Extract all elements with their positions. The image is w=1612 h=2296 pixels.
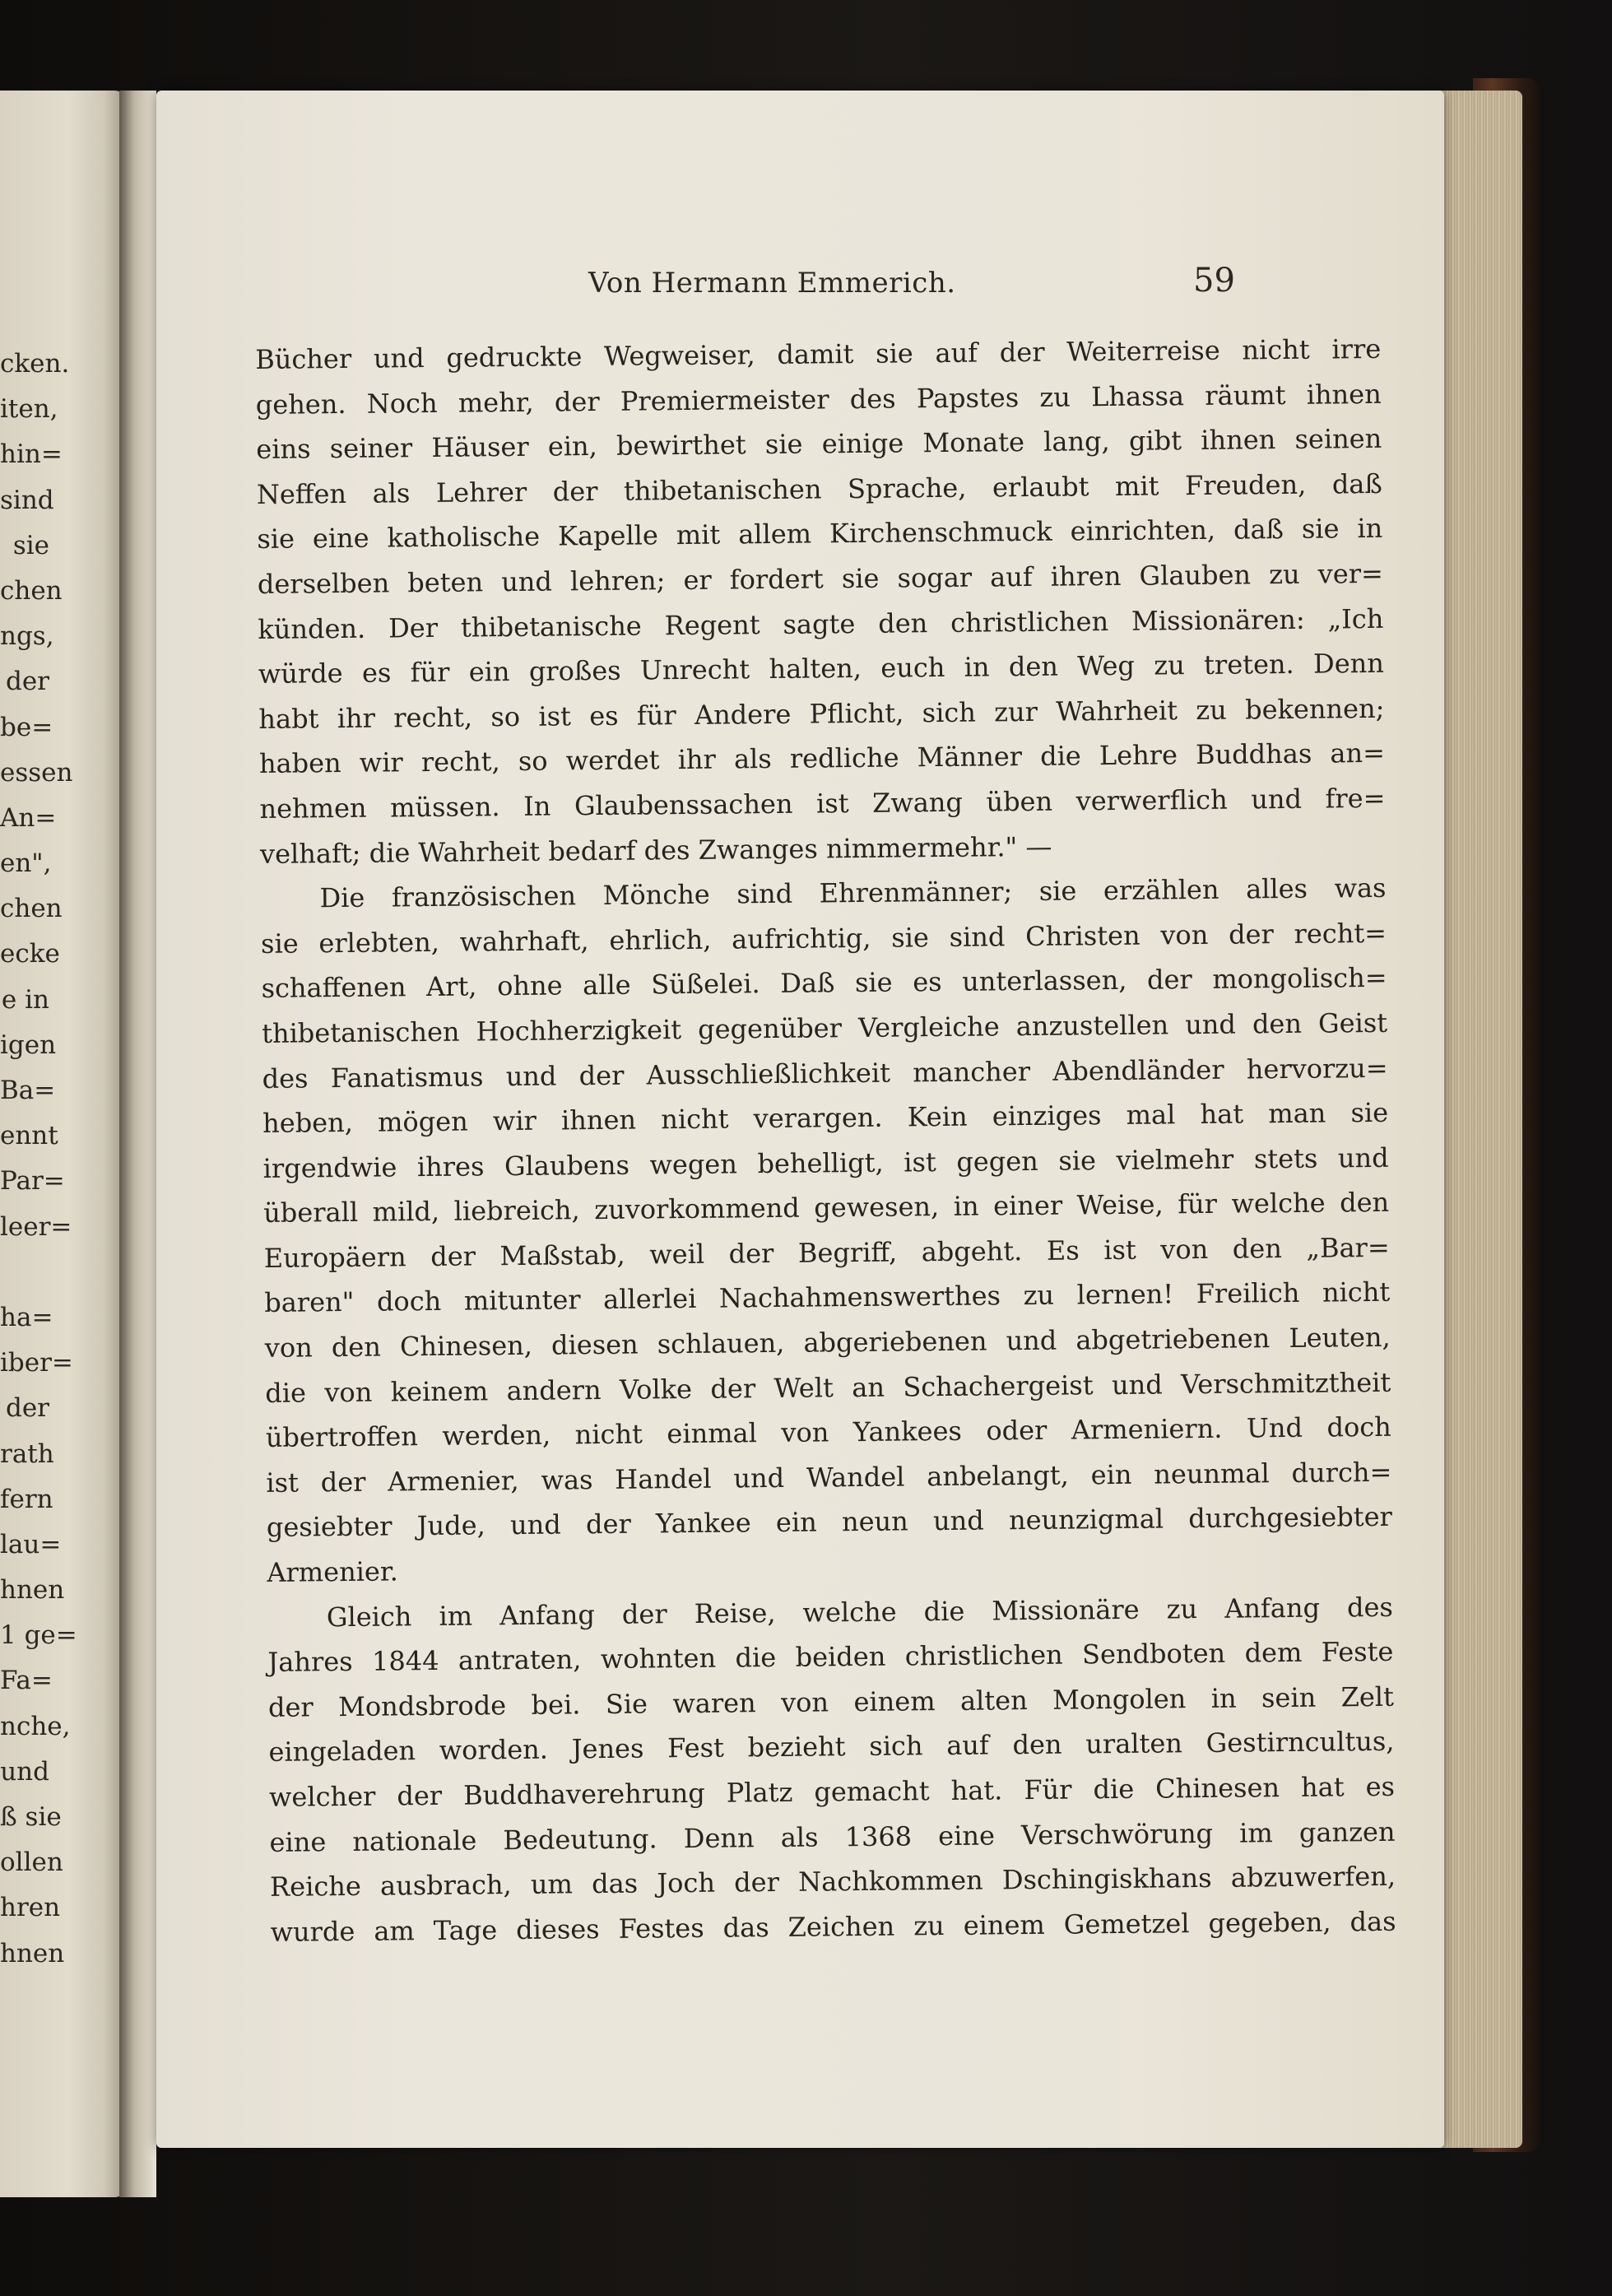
text-line: des Fanatismus und der Ausschließlichkeit mancher Abendländer hervorzu= (262, 1052, 1388, 1095)
fragment-line: sind (0, 485, 54, 515)
text-line: Bücher und gedruckte Wegweiser, damit sie auf der Weiterreise nicht irre (255, 332, 1382, 375)
text-line: irgendwie ihres Glaubens wegen behelligt, ist gegen sie vielmehr stets und (262, 1141, 1389, 1184)
fragment-line: nche, (0, 1711, 71, 1741)
fragment-line: Fa= (0, 1666, 53, 1696)
text-line: baren" doch mitunter allerlei Nachahmenswerthes zu lernen! Freilich nicht (264, 1276, 1391, 1319)
text-line: wurde am Tage dieses Festes das Zeichen zu einem Gemetzel gegeben, das (270, 1905, 1396, 1948)
text-line: eins seiner Häuser ein, bewirthet sie einige Monate lang, gibt ihnen seinen (256, 423, 1382, 466)
text-line: haben wir recht, so werdet ihr als redliche Männer die Lehre Buddhas an= (258, 737, 1386, 780)
text-line: die von keinem andern Volke der Welt an Schachergeist und Verschmitztheit (265, 1366, 1391, 1409)
fragment-line: ha= (0, 1302, 53, 1332)
fragment-line: An= (0, 802, 57, 833)
fragment-line: en", (0, 848, 52, 879)
text-line: von den Chinesen, diesen schlauen, abgeriebenen und abgetriebenen Leuten, (264, 1321, 1391, 1364)
text-line: der Mondsbrode bei. Sie waren von einem alten Mongolen in sein Zelt (267, 1680, 1395, 1723)
text-line: Jahres 1844 antraten, wohnten die beiden christlichen Sendboten dem Feste (267, 1636, 1394, 1679)
text-line: eingeladen worden. Jenes Fest bezieht sich auf den uralten Gestirncultus, (268, 1726, 1395, 1768)
fragment-line: ngs, (0, 621, 54, 652)
fragment-line: 1 ge= (0, 1620, 77, 1651)
fragment-line: der (5, 1393, 49, 1424)
fragment-line: chen (0, 575, 63, 606)
text-line: derselben beten und lehren; er fordert sie sogar auf ihren Glauben zu ver= (257, 557, 1383, 600)
fragment-line: leer= (0, 1211, 72, 1242)
book-gutter (119, 91, 156, 2197)
previous-page (0, 91, 123, 2197)
text-line: velhaft; die Wahrheit bedarf des Zwanges nimmermehr." — (259, 830, 1052, 870)
text-line: habt ihr recht, so ist es für Andere Pflicht, sich zur Wahrheit zu bekennen; (258, 692, 1385, 735)
text-line: Neffen als Lehrer der thibetanischen Sprache, erlaubt mit Freuden, daß (256, 467, 1382, 510)
text-line: künden. Der thibetanische Regent sagte den christlichen Missionären: „Ich (258, 602, 1384, 645)
text-line: Gleich im Anfang der Reise, welche die Missionäre zu Anfang des (326, 1591, 1394, 1633)
fragment-line: e in (1, 984, 49, 1015)
text-line: Europäern der Maßstab, weil der Begriff, abgeht. Es ist von den „Bar= (263, 1231, 1390, 1274)
fragment-line: der (5, 667, 49, 697)
fragment-line: rath (0, 1438, 54, 1469)
page-number: 59 (1193, 262, 1235, 300)
fragment-line: hin= (0, 439, 63, 470)
fragment-line: ennt (0, 1121, 58, 1151)
fragment-line: und (0, 1756, 49, 1787)
fragment-line: iber= (0, 1348, 73, 1378)
fragment-line: hnen (0, 1938, 65, 1968)
fragment-line: hnen (0, 1575, 65, 1606)
text-line: welcher der Buddhaverehrung Platz gemacht hat. Für die Chinesen hat es (268, 1770, 1396, 1813)
text-line: sie erlebten, wahrhaft, ehrlich, aufrichtig, sie sind Christen von der recht= (260, 917, 1387, 960)
page-edges (1432, 91, 1522, 2148)
body-text (255, 327, 1396, 1954)
text-line: gesiebter Jude, und der Yankee ein neun und neunzigmal durchgesiebter (266, 1501, 1393, 1544)
fragment-line: lau= (0, 1529, 62, 1559)
text-line: gehen. Noch mehr, der Premiermeister des Papstes zu Lhassa räumt ihnen (255, 378, 1382, 421)
fragment-line: igen (0, 1029, 57, 1060)
text-line: nehmen müssen. In Glaubenssachen ist Zwang üben verwerflich und fre= (259, 782, 1386, 825)
fragment-line (0, 1250, 49, 1295)
text-line: heben, mögen wir ihnen nicht verargen. Kein einziges mal hat man sie (262, 1096, 1389, 1140)
previous-page-text (0, 342, 77, 1977)
text-line: thibetanischen Hochherzigkeit gegenüber Vergleiche anzustellen und den Geist (261, 1006, 1388, 1049)
fragment-line: chen (0, 894, 63, 924)
fragment-line: ollen (0, 1847, 63, 1878)
text-line: würde es für ein großes Unrecht halten, euch in den Weg zu treten. Denn (258, 648, 1385, 690)
fragment-line: hren (0, 1893, 61, 1923)
text-line: Die französischen Mönche sind Ehrenmänner; sie erzählen alles was (319, 871, 1387, 914)
fragment-line: iten, (0, 394, 58, 425)
fragment-line: fern (0, 1484, 53, 1514)
text-line: übertroffen werden, nicht einmal von Yankees oder Armeniern. Und doch (265, 1411, 1391, 1454)
text-line: sie eine katholische Kapelle mit allem Kirchenschmuck einrichten, daß sie in (257, 513, 1383, 555)
running-head: Von Hermann Emmerich. (588, 267, 956, 300)
fragment-line: Ba= (0, 1076, 56, 1105)
text-line: schaffenen Art, ohne alle Süßelei. Daß sie es unterlassen, der mongolisch= (261, 962, 1387, 1005)
fragment-line: cken. (0, 349, 70, 379)
text-line: Reiche ausbrach, um das Joch der Nachkommen Dschingiskhans abzuwerfen, (269, 1860, 1396, 1903)
book-page (156, 91, 1444, 2148)
fragment-line: essen (0, 757, 73, 788)
fragment-line: ecke (0, 939, 60, 969)
fragment-line: Par= (0, 1166, 65, 1197)
text-line: ist der Armenier, was Handel und Wandel anbelangt, ein neunmal durch= (266, 1456, 1392, 1499)
fragment-line: sie (12, 530, 49, 560)
text-line: überall mild, liebreich, zuvorkommend gewesen, in einer Weise, für welche den (263, 1187, 1390, 1229)
text-line: Armenier. (267, 1555, 399, 1588)
fragment-line: ß sie (0, 1802, 62, 1832)
text-line: eine nationale Bedeutung. Denn als 1368 eine Verschwörung im ganzen (269, 1815, 1396, 1858)
fragment-line: be= (0, 712, 53, 742)
